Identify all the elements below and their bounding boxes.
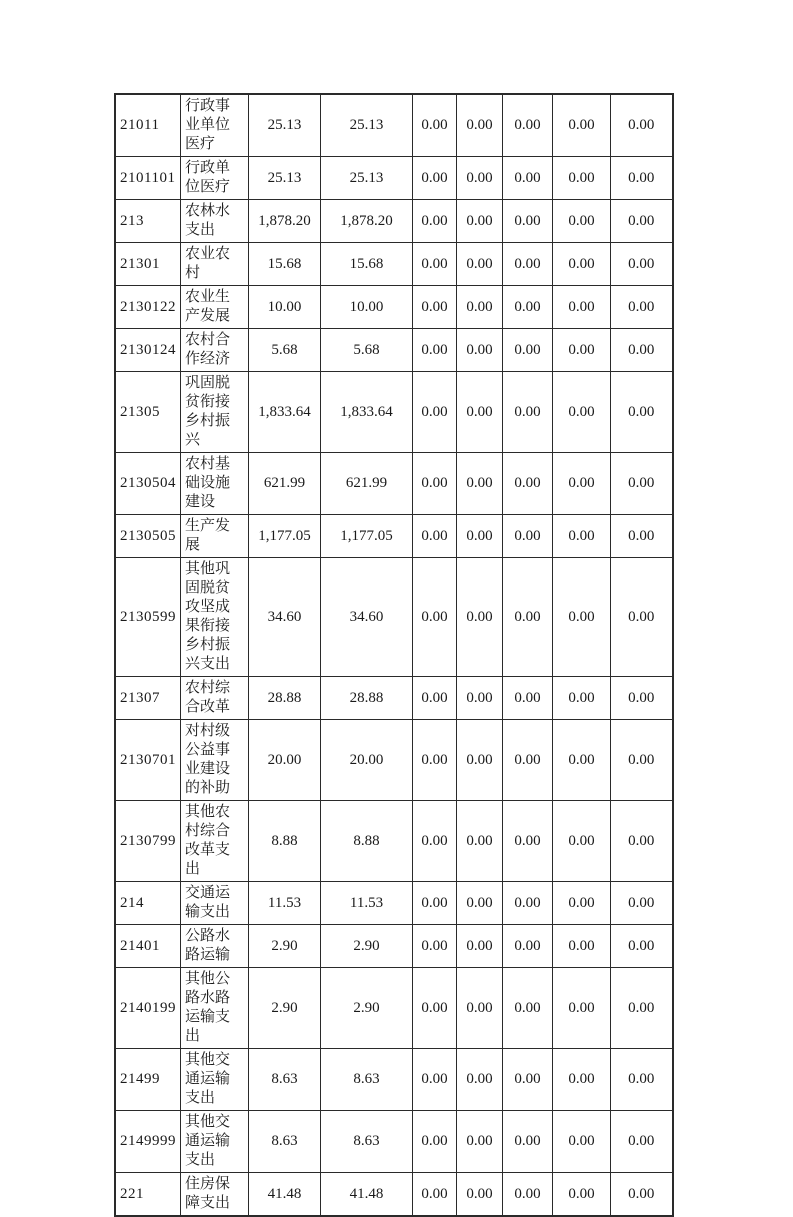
amount-cell: 0.00 <box>553 1049 611 1111</box>
amount-cell: 0.00 <box>457 801 503 882</box>
amount-cell: 0.00 <box>413 1173 457 1217</box>
subject-code-cell: 21401 <box>115 925 181 968</box>
amount-cell: 0.00 <box>413 677 457 720</box>
table-row <box>115 1173 673 1217</box>
amount-cell: 0.00 <box>611 968 673 1049</box>
subject-name-cell: 其他公路水路运输支出 <box>181 968 249 1049</box>
table-row <box>115 1049 673 1111</box>
amount-cell: 8.63 <box>249 1111 321 1173</box>
amount-cell: 0.00 <box>503 801 553 882</box>
amount-cell: 0.00 <box>553 1173 611 1217</box>
budget-table <box>114 93 674 1217</box>
amount-cell: 0.00 <box>553 801 611 882</box>
amount-cell: 0.00 <box>457 200 503 243</box>
amount-cell: 0.00 <box>457 720 503 801</box>
amount-cell: 0.00 <box>553 720 611 801</box>
subject-code-cell: 2130505 <box>115 515 181 558</box>
amount-cell: 5.68 <box>249 329 321 372</box>
subject-code-cell: 21301 <box>115 243 181 286</box>
amount-cell: 0.00 <box>413 329 457 372</box>
subject-code-cell: 21307 <box>115 677 181 720</box>
amount-cell: 0.00 <box>553 515 611 558</box>
amount-cell: 15.68 <box>249 243 321 286</box>
subject-name-cell: 农业生产发展 <box>181 286 249 329</box>
table-row <box>115 286 673 329</box>
subject-name-cell: 农林水支出 <box>181 200 249 243</box>
amount-cell: 28.88 <box>249 677 321 720</box>
amount-cell: 0.00 <box>503 200 553 243</box>
amount-cell: 1,177.05 <box>249 515 321 558</box>
amount-cell: 0.00 <box>611 1173 673 1217</box>
amount-cell: 0.00 <box>413 1049 457 1111</box>
amount-cell: 2.90 <box>249 968 321 1049</box>
table-row <box>115 558 673 677</box>
amount-cell: 0.00 <box>413 200 457 243</box>
amount-cell: 0.00 <box>457 882 503 925</box>
amount-cell: 0.00 <box>503 968 553 1049</box>
subject-name-cell: 公路水路运输 <box>181 925 249 968</box>
amount-cell: 0.00 <box>611 925 673 968</box>
subject-name-cell: 其他交通运输支出 <box>181 1049 249 1111</box>
amount-cell: 2.90 <box>321 925 413 968</box>
amount-cell: 0.00 <box>457 558 503 677</box>
amount-cell: 10.00 <box>249 286 321 329</box>
subject-name-cell: 巩固脱贫衔接乡村振兴 <box>181 372 249 453</box>
subject-code-cell: 21499 <box>115 1049 181 1111</box>
subject-name-cell: 农村基础设施建设 <box>181 453 249 515</box>
amount-cell: 25.13 <box>249 157 321 200</box>
subject-code-cell: 2130124 <box>115 329 181 372</box>
subject-code-cell: 2130122 <box>115 286 181 329</box>
amount-cell: 0.00 <box>611 157 673 200</box>
amount-cell: 11.53 <box>321 882 413 925</box>
table-row <box>115 200 673 243</box>
subject-name-cell: 其他巩固脱贫攻坚成果衔接乡村振兴支出 <box>181 558 249 677</box>
amount-cell: 28.88 <box>321 677 413 720</box>
amount-cell: 0.00 <box>503 677 553 720</box>
subject-code-cell: 214 <box>115 882 181 925</box>
subject-code-cell: 213 <box>115 200 181 243</box>
amount-cell: 0.00 <box>413 925 457 968</box>
amount-cell: 41.48 <box>249 1173 321 1217</box>
subject-name-cell: 农村综合改革 <box>181 677 249 720</box>
amount-cell: 25.13 <box>321 94 413 157</box>
amount-cell: 0.00 <box>413 882 457 925</box>
amount-cell: 0.00 <box>503 515 553 558</box>
amount-cell: 0.00 <box>611 243 673 286</box>
amount-cell: 25.13 <box>249 94 321 157</box>
amount-cell: 0.00 <box>503 1049 553 1111</box>
subject-code-cell: 2130799 <box>115 801 181 882</box>
subject-name-cell: 其他农村综合改革支出 <box>181 801 249 882</box>
amount-cell: 0.00 <box>413 157 457 200</box>
amount-cell: 0.00 <box>503 157 553 200</box>
amount-cell: 0.00 <box>413 720 457 801</box>
amount-cell: 0.00 <box>611 372 673 453</box>
table-row <box>115 1111 673 1173</box>
amount-cell: 0.00 <box>553 157 611 200</box>
table-row <box>115 882 673 925</box>
amount-cell: 8.88 <box>321 801 413 882</box>
amount-cell: 0.00 <box>553 558 611 677</box>
amount-cell: 0.00 <box>457 1173 503 1217</box>
amount-cell: 0.00 <box>413 94 457 157</box>
amount-cell: 0.00 <box>457 243 503 286</box>
amount-cell: 0.00 <box>413 558 457 677</box>
amount-cell: 0.00 <box>611 801 673 882</box>
amount-cell: 0.00 <box>457 968 503 1049</box>
amount-cell: 0.00 <box>553 200 611 243</box>
subject-code-cell: 221 <box>115 1173 181 1217</box>
subject-name-cell: 住房保障支出 <box>181 1173 249 1217</box>
amount-cell: 0.00 <box>553 372 611 453</box>
amount-cell: 0.00 <box>503 453 553 515</box>
amount-cell: 0.00 <box>457 1049 503 1111</box>
amount-cell: 8.63 <box>321 1049 413 1111</box>
amount-cell: 0.00 <box>611 677 673 720</box>
amount-cell: 0.00 <box>611 882 673 925</box>
amount-cell: 0.00 <box>457 1111 503 1173</box>
table-row <box>115 677 673 720</box>
amount-cell: 0.00 <box>503 558 553 677</box>
subject-name-cell: 行政单位医疗 <box>181 157 249 200</box>
subject-code-cell: 2130599 <box>115 558 181 677</box>
subject-name-cell: 农村合作经济 <box>181 329 249 372</box>
subject-name-cell: 生产发展 <box>181 515 249 558</box>
amount-cell: 0.00 <box>553 329 611 372</box>
amount-cell: 0.00 <box>457 677 503 720</box>
amount-cell: 0.00 <box>457 94 503 157</box>
amount-cell: 0.00 <box>503 882 553 925</box>
amount-cell: 0.00 <box>413 286 457 329</box>
amount-cell: 0.00 <box>553 243 611 286</box>
amount-cell: 0.00 <box>503 372 553 453</box>
amount-cell: 41.48 <box>321 1173 413 1217</box>
amount-cell: 0.00 <box>611 200 673 243</box>
table-row <box>115 94 673 157</box>
amount-cell: 0.00 <box>503 925 553 968</box>
amount-cell: 0.00 <box>413 1111 457 1173</box>
amount-cell: 0.00 <box>413 243 457 286</box>
amount-cell: 0.00 <box>503 243 553 286</box>
table-row <box>115 453 673 515</box>
amount-cell: 10.00 <box>321 286 413 329</box>
amount-cell: 0.00 <box>553 94 611 157</box>
amount-cell: 0.00 <box>457 329 503 372</box>
amount-cell: 0.00 <box>503 1111 553 1173</box>
amount-cell: 0.00 <box>553 882 611 925</box>
subject-code-cell: 2130504 <box>115 453 181 515</box>
amount-cell: 20.00 <box>249 720 321 801</box>
table-row <box>115 720 673 801</box>
table-row <box>115 801 673 882</box>
amount-cell: 0.00 <box>503 1173 553 1217</box>
amount-cell: 0.00 <box>611 286 673 329</box>
amount-cell: 0.00 <box>611 558 673 677</box>
amount-cell: 8.63 <box>249 1049 321 1111</box>
amount-cell: 0.00 <box>553 925 611 968</box>
amount-cell: 20.00 <box>321 720 413 801</box>
subject-code-cell: 2140199 <box>115 968 181 1049</box>
amount-cell: 2.90 <box>249 925 321 968</box>
amount-cell: 621.99 <box>249 453 321 515</box>
subject-code-cell: 2101101 <box>115 157 181 200</box>
amount-cell: 0.00 <box>457 372 503 453</box>
table-row <box>115 968 673 1049</box>
table-row <box>115 372 673 453</box>
subject-code-cell: 2149999 <box>115 1111 181 1173</box>
amount-cell: 0.00 <box>457 515 503 558</box>
amount-cell: 34.60 <box>249 558 321 677</box>
amount-cell: 0.00 <box>413 453 457 515</box>
subject-name-cell: 行政事业单位医疗 <box>181 94 249 157</box>
amount-cell: 0.00 <box>611 720 673 801</box>
amount-cell: 0.00 <box>503 720 553 801</box>
subject-name-cell: 交通运输支出 <box>181 882 249 925</box>
amount-cell: 0.00 <box>553 677 611 720</box>
amount-cell: 0.00 <box>503 94 553 157</box>
amount-cell: 8.88 <box>249 801 321 882</box>
amount-cell: 0.00 <box>553 286 611 329</box>
amount-cell: 0.00 <box>611 453 673 515</box>
amount-cell: 2.90 <box>321 968 413 1049</box>
amount-cell: 34.60 <box>321 558 413 677</box>
subject-name-cell: 其他交通运输支出 <box>181 1111 249 1173</box>
amount-cell: 0.00 <box>553 1111 611 1173</box>
amount-cell: 8.63 <box>321 1111 413 1173</box>
subject-name-cell: 对村级公益事业建设的补助 <box>181 720 249 801</box>
budget-table-body <box>115 94 673 1216</box>
amount-cell: 0.00 <box>413 515 457 558</box>
table-row <box>115 515 673 558</box>
subject-code-cell: 2130701 <box>115 720 181 801</box>
amount-cell: 5.68 <box>321 329 413 372</box>
amount-cell: 0.00 <box>611 1111 673 1173</box>
amount-cell: 0.00 <box>457 453 503 515</box>
amount-cell: 0.00 <box>457 286 503 329</box>
amount-cell: 1,833.64 <box>321 372 413 453</box>
amount-cell: 0.00 <box>413 968 457 1049</box>
subject-code-cell: 21305 <box>115 372 181 453</box>
amount-cell: 0.00 <box>611 515 673 558</box>
amount-cell: 1,878.20 <box>249 200 321 243</box>
table-row <box>115 243 673 286</box>
amount-cell: 1,878.20 <box>321 200 413 243</box>
amount-cell: 0.00 <box>457 925 503 968</box>
amount-cell: 1,177.05 <box>321 515 413 558</box>
amount-cell: 0.00 <box>553 968 611 1049</box>
amount-cell: 11.53 <box>249 882 321 925</box>
subject-code-cell: 21011 <box>115 94 181 157</box>
amount-cell: 15.68 <box>321 243 413 286</box>
amount-cell: 0.00 <box>413 801 457 882</box>
amount-cell: 0.00 <box>457 157 503 200</box>
amount-cell: 0.00 <box>413 372 457 453</box>
amount-cell: 0.00 <box>503 286 553 329</box>
amount-cell: 1,833.64 <box>249 372 321 453</box>
subject-name-cell: 农业农村 <box>181 243 249 286</box>
table-row <box>115 329 673 372</box>
amount-cell: 621.99 <box>321 453 413 515</box>
amount-cell: 0.00 <box>611 1049 673 1111</box>
amount-cell: 0.00 <box>553 453 611 515</box>
amount-cell: 0.00 <box>503 329 553 372</box>
table-row <box>115 925 673 968</box>
amount-cell: 0.00 <box>611 94 673 157</box>
amount-cell: 0.00 <box>611 329 673 372</box>
amount-cell: 25.13 <box>321 157 413 200</box>
table-row <box>115 157 673 200</box>
